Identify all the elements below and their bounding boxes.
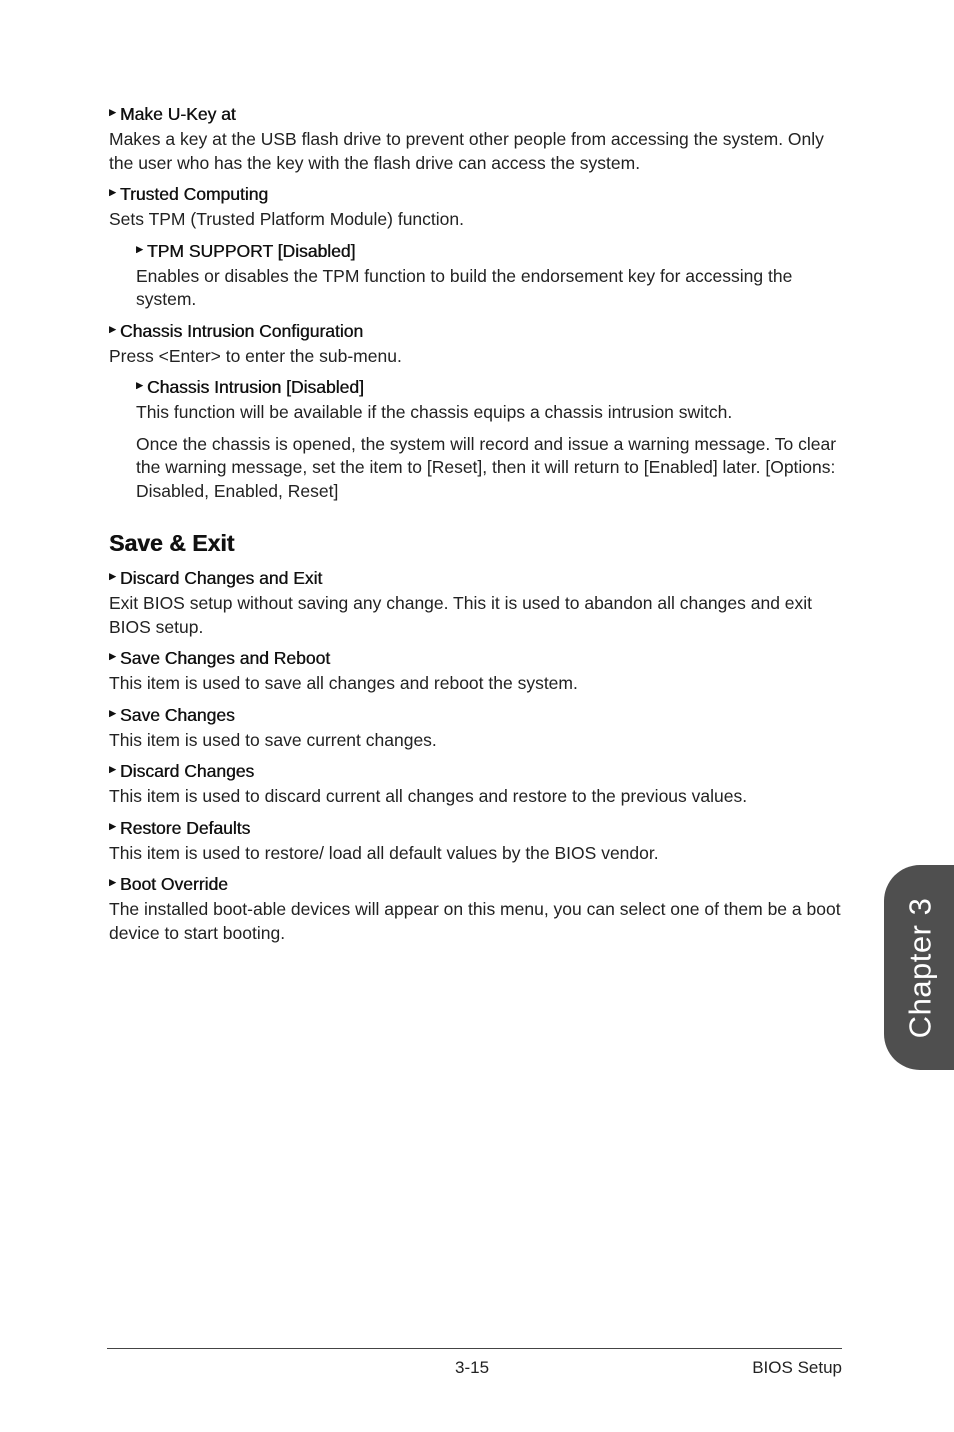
item-description: Sets TPM (Trusted Platform Module) function. <box>109 209 464 229</box>
item-trusted-computing <box>109 183 844 232</box>
item-tpm-support <box>109 240 844 312</box>
item-discard-changes <box>109 760 844 809</box>
footer-divider <box>107 1348 842 1349</box>
item-title: ▶ Boot Override <box>109 873 844 895</box>
item-boot-override <box>109 873 844 945</box>
item-title: ▶ Save Changes <box>109 704 844 726</box>
item-title: ▶ Discard Changes <box>109 760 844 782</box>
item-title: ▶ Discard Changes and Exit <box>109 567 844 589</box>
item-title: ▶ Save Changes and Reboot <box>109 647 844 669</box>
item-title: ▶ Restore Defaults <box>109 817 844 839</box>
item-description: Enables or disables the TPM function to build the endorsement key for accessing the system. <box>136 265 793 309</box>
item-description: This item is used to discard current all changes and restore to the previous values. <box>109 786 748 806</box>
triangle-right-icon: ▶ <box>136 243 143 254</box>
item-description: Once the chassis is opened, the system will record and issue a warning message. To clear the warning message, set the item to [Reset], then it will return to [Enabled] later. [Options: Disabled, Enabled, Reset] <box>136 433 837 501</box>
triangle-right-icon: ▶ <box>109 820 116 831</box>
page-number: 3-15 <box>455 1358 490 1377</box>
item-save-changes-and-reboot <box>109 647 844 696</box>
triangle-right-icon: ▶ <box>109 651 116 661</box>
triangle-right-icon: ▶ <box>109 571 116 581</box>
item-chassis-intrusion-configuration <box>109 320 844 369</box>
section-title: Save & Exit <box>109 530 235 556</box>
chapter-tab <box>884 865 954 1070</box>
item-title: ▶ Trusted Computing <box>109 183 844 205</box>
item-description: Makes a key at the USB flash drive to prevent other people from accessing the system. Only the user who has the key with the flash drive can access the system. <box>109 129 824 173</box>
triangle-right-icon: ▶ <box>109 707 116 718</box>
chapter-label: Chapter 3 <box>902 897 938 1038</box>
item-restore-defaults <box>109 817 844 866</box>
item-make-u-key <box>109 103 844 175</box>
triangle-right-icon: ▶ <box>109 764 116 774</box>
triangle-right-icon: ▶ <box>109 107 116 117</box>
footer-title: BIOS Setup <box>752 1358 842 1377</box>
triangle-right-icon: ▶ <box>136 380 143 390</box>
triangle-right-icon: ▶ <box>109 187 116 197</box>
item-description: This item is used to save all changes and reboot the system. <box>109 673 578 693</box>
triangle-right-icon: ▶ <box>109 323 116 334</box>
item-description: The installed boot-able devices will appear on this menu, you can select one of them be a boot device to start booting. <box>109 899 841 943</box>
item-description: This item is used to save current changes. <box>109 729 437 750</box>
page-content <box>109 103 844 953</box>
item-description: This item is used to restore/ load all default values by the BIOS vendor. <box>109 842 659 863</box>
item-title: ▶ Chassis Intrusion [Disabled] <box>136 376 844 398</box>
item-chassis-intrusion <box>109 376 844 503</box>
item-description: This function will be available if the chassis equips a chassis intrusion switch. <box>136 402 733 422</box>
item-description: Press <Enter> to enter the sub-menu. <box>109 345 402 366</box>
item-save-changes <box>109 704 844 753</box>
item-description: Exit BIOS setup without saving any change. This it is used to abandon all changes and exit BIOS setup. <box>109 593 813 637</box>
item-title: ▶ Chassis Intrusion Configuration <box>109 320 844 342</box>
item-discard-changes-and-exit <box>109 567 844 639</box>
item-title: ▶ TPM SUPPORT [Disabled] <box>136 240 844 262</box>
triangle-right-icon: ▶ <box>109 877 116 887</box>
item-title: ▶ Make U-Key at <box>109 103 844 125</box>
